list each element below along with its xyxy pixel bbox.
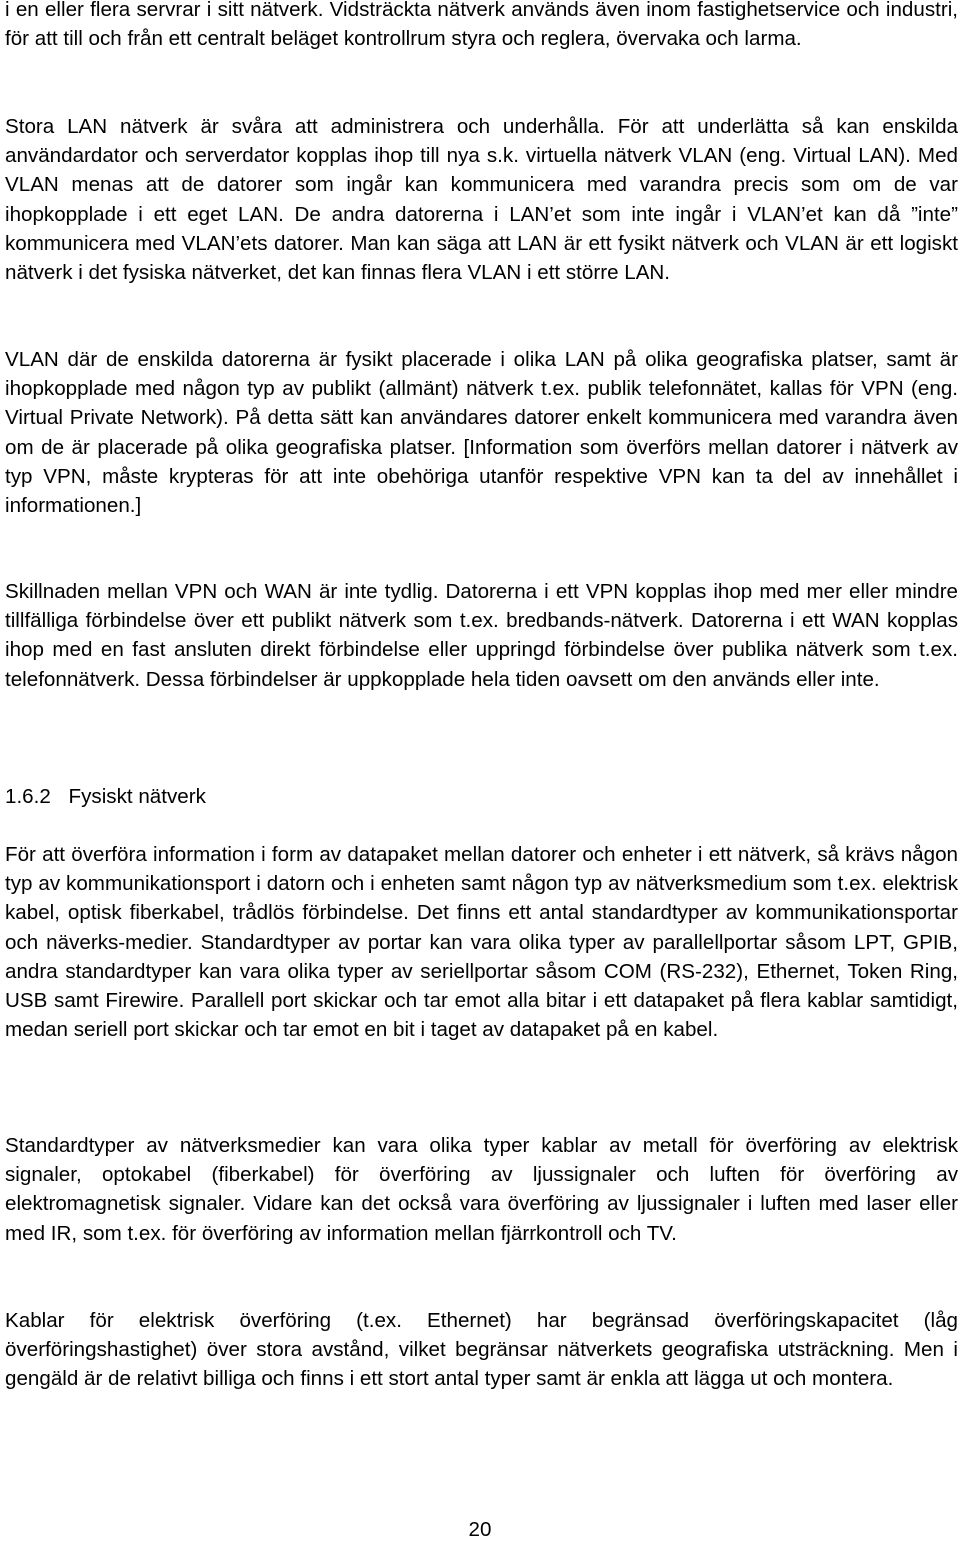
paragraph-electrical-cables: Kablar för elektrisk överföring (t.ex. Ethernet) har begränsad överföringskapacitet (låg överföringshastighet) över stora avstånd, vilket begränsar nätverkets geografiska utsträckning. Men i gengäld är de relativt billiga och finns i ett stort antal typer samt är enkla att lägga ut och montera. (5, 1309, 958, 1391)
paragraph-network-media: Standardtyper av nätverksmedier kan vara olika typer kablar av metall för överföring av elektrisk signaler, optokabel (fiberkabel) för överföring av ljussignaler och luften för överföring av elektromagnetisk signaler. Vidare kan det också vara överföring av ljussignaler i luften med laser eller med IR, som t.ex. för överföring av information mellan fjärrkontroll och TV. (5, 1134, 958, 1245)
section-title: Fysiskt nätverk (68, 785, 206, 808)
paragraph-network-servers: i en eller flera servrar i sitt nätverk. Vidsträckta nätverk används även inom fastighetservice och industri, för att till och från ett centralt beläget kontrollrum styra och reglera, övervaka och larma. (5, 0, 958, 51)
paragraph-communication-ports: För att överföra information i form av datapaket mellan datorer och enheter i ett nätverk, så krävs någon typ av kommunikationsport i datorn och i enheten samt någon typ av nätverksmedium som t.ex. elektrisk kabel, optisk fiberkabel, trådlös förbindelse. Det finns ett antal standardtyper av kommunikationsportar och näverks-medier. Standardtyper av portar kan vara olika typer av parallellportar såsom LPT, GPIB, andra standardtyper kan vara olika typer av seriellportar såsom COM (RS-232), Ethernet, Token Ring, USB samt Firewire. Parallell port skickar och tar emot alla bitar i ett datapaket på flera kablar samtidigt, medan seriell port skickar och tar emot en bit i taget av datapaket på en kabel. (5, 843, 958, 1042)
section-heading (5, 782, 958, 811)
paragraph-vpn-vs-wan: Skillnaden mellan VPN och WAN är inte tydlig. Datorerna i ett VPN kopplas ihop med mer eller mindre tillfälliga förbindelse över ett publikt nätverk som t.ex. bredbands-nätverk. Datorerna i ett WAN kopplas ihop med en fast ansluten direkt förbindelse eller uppringd förbindelse över publika nätverk som t.ex. telefonnätverk. Dessa förbindelser är uppkopplade hela tiden oavsett om den används eller inte. (5, 580, 958, 691)
page-number: 20 (468, 1518, 492, 1541)
paragraph-vpn: VLAN där de enskilda datorerna är fysikt placerade i olika LAN på olika geografiska platser, samt är ihopkopplade med någon typ av publikt (allmänt) nätverk t.ex. publik telefonnätet, kallas för VPN (eng. Virtual Private Network). På detta sätt kan användares datorer enkelt kommunicera med varandra även om de är placerade på olika geografiska platser. [Information som överförs mellan datorer i nätverk av typ VPN, måste krypteras för att inte obehöriga utanför respektive VPN kan ta del av innehållet i informationen.] (5, 348, 958, 518)
section-number: 1.6.2 (5, 785, 51, 808)
paragraph-vlan: Stora LAN nätverk är svåra att administrera och underhålla. För att underlätta så kan enskilda användardator och serverdator kopplas ihop till nya s.k. virtuella nätverk VLAN (eng. Virtual LAN). Med VLAN menas att de datorer som ingår kan kommunicera med varandra precis som om de var ihopkopplade i ett eget LAN. De andra datorerna i LAN’et som inte ingår i VLAN’et kan då ”inte” kommunicera med VLAN’ets datorer. Man kan säga att LAN är ett fysikt nätverk och VLAN är ett logiskt nätverk i det fysiska nätverket, det kan finnas flera VLAN i ett större LAN. (5, 115, 958, 285)
